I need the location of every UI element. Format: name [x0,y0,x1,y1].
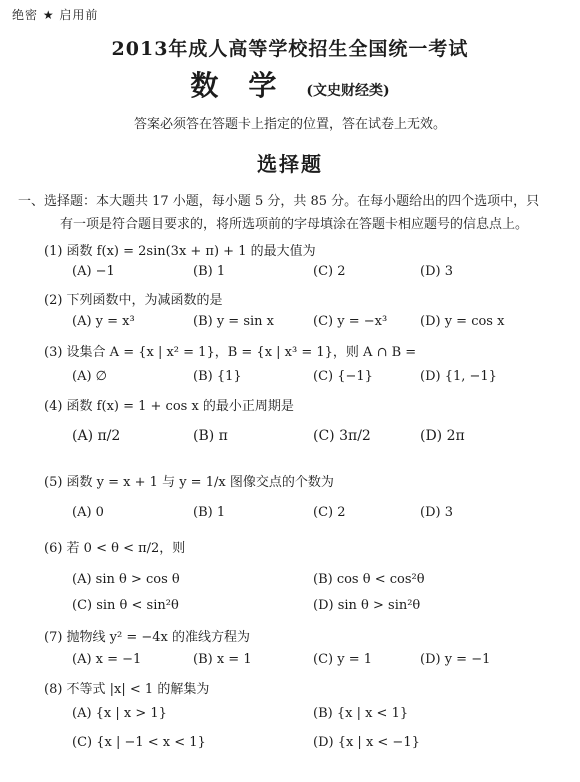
answer-notice: 答案必须答在答题卡上指定的位置，答在试卷上无效。 [133,117,446,132]
question-1-option-d: (D) 3 [420,264,453,279]
question-8-option-d: (D) {x | x < −1} [313,735,420,750]
question-2-option-b: (B) y = sin x [193,314,274,329]
question-5-option-a: (A) 0 [72,505,104,520]
question-5-option-c: (C) 2 [313,505,346,520]
question-3-option-d: (D) {1, −1} [420,369,497,384]
question-1-option-b: (B) 1 [193,264,226,279]
question-6-option-c: (C) sin θ < sin²θ [72,598,179,613]
exam-title: 2013年成人高等学校招生全国统一考试 [111,38,469,60]
question-3-option-a: (A) ∅ [72,369,107,384]
question-3-option-c: (C) {−1} [313,369,373,384]
question-4-option-d: (D) 2π [420,428,465,444]
subject-category: (文史财经类) [306,83,390,99]
question-3-option-b: (B) {1} [193,369,242,384]
question-6-option-a: (A) sin θ > cos θ [72,572,180,587]
question-5-option-d: (D) 3 [420,505,453,520]
instructions-line-2: 有一项是符合题目要求的，将所选项前的字母填涂在答题卡相应题号的信息点上。 [60,217,529,232]
question-8-option-a: (A) {x | x > 1} [72,706,167,721]
subject-name: 数学 [190,69,307,102]
question-2-stem: (2) 下列函数中，为减函数的是 [44,293,223,308]
question-8-stem: (8) 不等式 |x| < 1 的解集为 [44,682,210,697]
question-7-option-a: (A) x = −1 [72,652,142,667]
question-5-stem: (5) 函数 y = x + 1 与 y = 1/x 图像交点的个数为 [44,475,334,490]
section-instructions [18,190,570,236]
confidential-label: 绝密 ★ 启用前 [12,8,99,22]
question-5-option-b: (B) 1 [193,505,226,520]
question-4-stem: (4) 函数 f(x) = 1 + cos x 的最小正周期是 [44,399,294,414]
question-7-option-c: (C) y = 1 [313,652,372,667]
question-1-stem: (1) 函数 f(x) = 2sin(3x + π) + 1 的最大值为 [44,244,316,259]
question-3-stem: (3) 设集合 A = {x | x² = 1}，B = {x | x³ = 1}，则 A ∩ B = [44,345,417,360]
question-7-option-b: (B) x = 1 [193,652,252,667]
subject-heading [0,64,580,104]
question-8-option-c: (C) {x | −1 < x < 1} [72,735,206,750]
question-4-option-c: (C) 3π/2 [313,428,371,444]
question-1-option-c: (C) 2 [313,264,346,279]
question-7-stem: (7) 抛物线 y² = −4x 的准线方程为 [44,630,251,645]
question-6-stem: (6) 若 0 < θ < π/2，则 [44,541,186,556]
question-7-option-d: (D) y = −1 [420,652,491,667]
question-2-option-a: (A) y = x³ [72,314,135,329]
question-4-option-a: (A) π/2 [72,428,121,444]
question-6-option-b: (B) cos θ < cos²θ [313,572,425,587]
question-8-option-b: (B) {x | x < 1} [313,706,409,721]
question-2-option-c: (C) y = −x³ [313,314,388,329]
question-2-option-d: (D) y = cos x [420,314,505,329]
question-6-option-d: (D) sin θ > sin²θ [313,598,421,613]
section-title: 选择题 [257,152,323,176]
instructions-line-1: 一、选择题：本大题共 17 小题，每小题 5 分，共 85 分。在每小题给出的四个选项中，只 [18,194,540,209]
question-4-option-b: (B) π [193,428,228,444]
question-1-option-a: (A) −1 [72,264,115,279]
